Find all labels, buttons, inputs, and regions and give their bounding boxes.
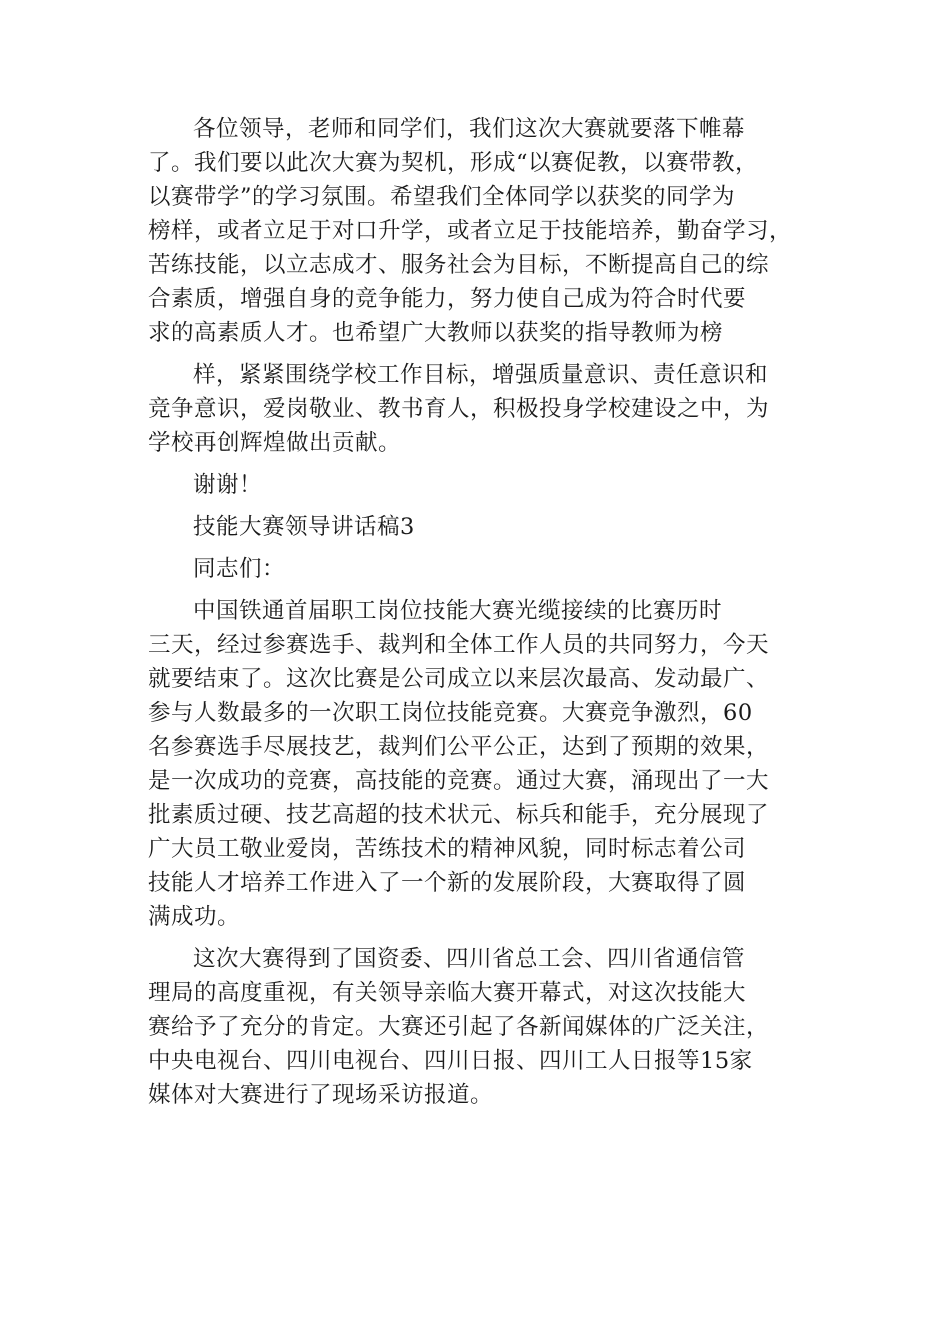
text-line: 求的高素质人才。也希望广大教师以获奖的指导教师为榜 bbox=[148, 320, 724, 346]
text-line: 名参赛选手尽展技艺，裁判们公平公正，达到了预期的效果， bbox=[148, 734, 770, 760]
text-line: 参与人数最多的一次职工岗位技能竞赛。大赛竞争激烈，60 bbox=[148, 700, 753, 726]
text-line: 就要结束了。这次比赛是公司成立以来层次最高、发动最广、 bbox=[148, 666, 770, 692]
text-line: 这次大赛得到了国资委、四川省总工会、四川省通信管 bbox=[193, 946, 746, 972]
document-page bbox=[148, 112, 824, 1120]
text-line: 媒体对大赛进行了现场采访报道。 bbox=[148, 1082, 494, 1108]
paragraph-closing-remarks bbox=[148, 112, 824, 350]
text-line: 技能大赛领导讲话稿3 bbox=[193, 514, 415, 540]
text-line: 学校再创辉煌做出贡献。 bbox=[148, 430, 402, 456]
text-line: 中央电视台、四川电视台、四川日报、四川工人日报等15家 bbox=[148, 1048, 753, 1074]
text-line: 同志们： bbox=[193, 556, 286, 582]
text-line: 中国铁通首届职工岗位技能大赛光缆接续的比赛历时 bbox=[193, 598, 723, 624]
text-line: 批素质过硬、技艺高超的技术状元、标兵和能手，充分展现了 bbox=[148, 802, 770, 828]
text-line: 赛给予了充分的肯定。大赛还引起了各新闻媒体的广泛关注， bbox=[148, 1014, 770, 1040]
paragraph-competition-summary bbox=[148, 594, 824, 934]
text-line: 合素质，增强自身的竞争能力，努力使自己成为符合时代要 bbox=[148, 286, 747, 312]
text-line: 谢谢！ bbox=[193, 472, 263, 498]
text-line: 样，紧紧围绕学校工作目标，增强质量意识、责任意识和 bbox=[193, 362, 769, 388]
section-heading bbox=[148, 510, 824, 544]
text-line: 竞争意识，爱岗敬业、教书育人，积极投身学校建设之中，为 bbox=[148, 396, 770, 422]
paragraph-salutation bbox=[148, 552, 824, 586]
text-line: 榜样，或者立足于对口升学，或者立足于技能培养，勤奋学习， bbox=[148, 218, 793, 244]
paragraph-media-attention bbox=[148, 942, 824, 1112]
text-line: 满成功。 bbox=[148, 904, 241, 930]
text-line: 苦练技能，以立志成才、服务社会为目标，不断提高自己的综 bbox=[148, 252, 770, 278]
text-line: 理局的高度重视，有关领导亲临大赛开幕式，对这次技能大 bbox=[148, 980, 747, 1006]
text-line: 以赛带学”的学习氛围。希望我们全体同学以获奖的同学为 bbox=[148, 184, 736, 210]
paragraph-thanks bbox=[148, 468, 824, 502]
text-line: 各位领导，老师和同学们，我们这次大赛就要落下帷幕 bbox=[193, 116, 746, 142]
text-line: 技能人才培养工作进入了一个新的发展阶段，大赛取得了圆 bbox=[148, 870, 747, 896]
text-line: 是一次成功的竞赛，高技能的竞赛。通过大赛，涌现出了一大 bbox=[148, 768, 770, 794]
text-line: 了。我们要以此次大赛为契机，形成“以赛促教，以赛带教， bbox=[148, 150, 759, 176]
text-line: 广大员工敬业爱岗，苦练技术的精神风貌，同时标志着公司 bbox=[148, 836, 747, 862]
paragraph-teacher-wishes bbox=[148, 358, 824, 460]
text-line: 三天，经过参赛选手、裁判和全体工作人员的共同努力，今天 bbox=[148, 632, 770, 658]
